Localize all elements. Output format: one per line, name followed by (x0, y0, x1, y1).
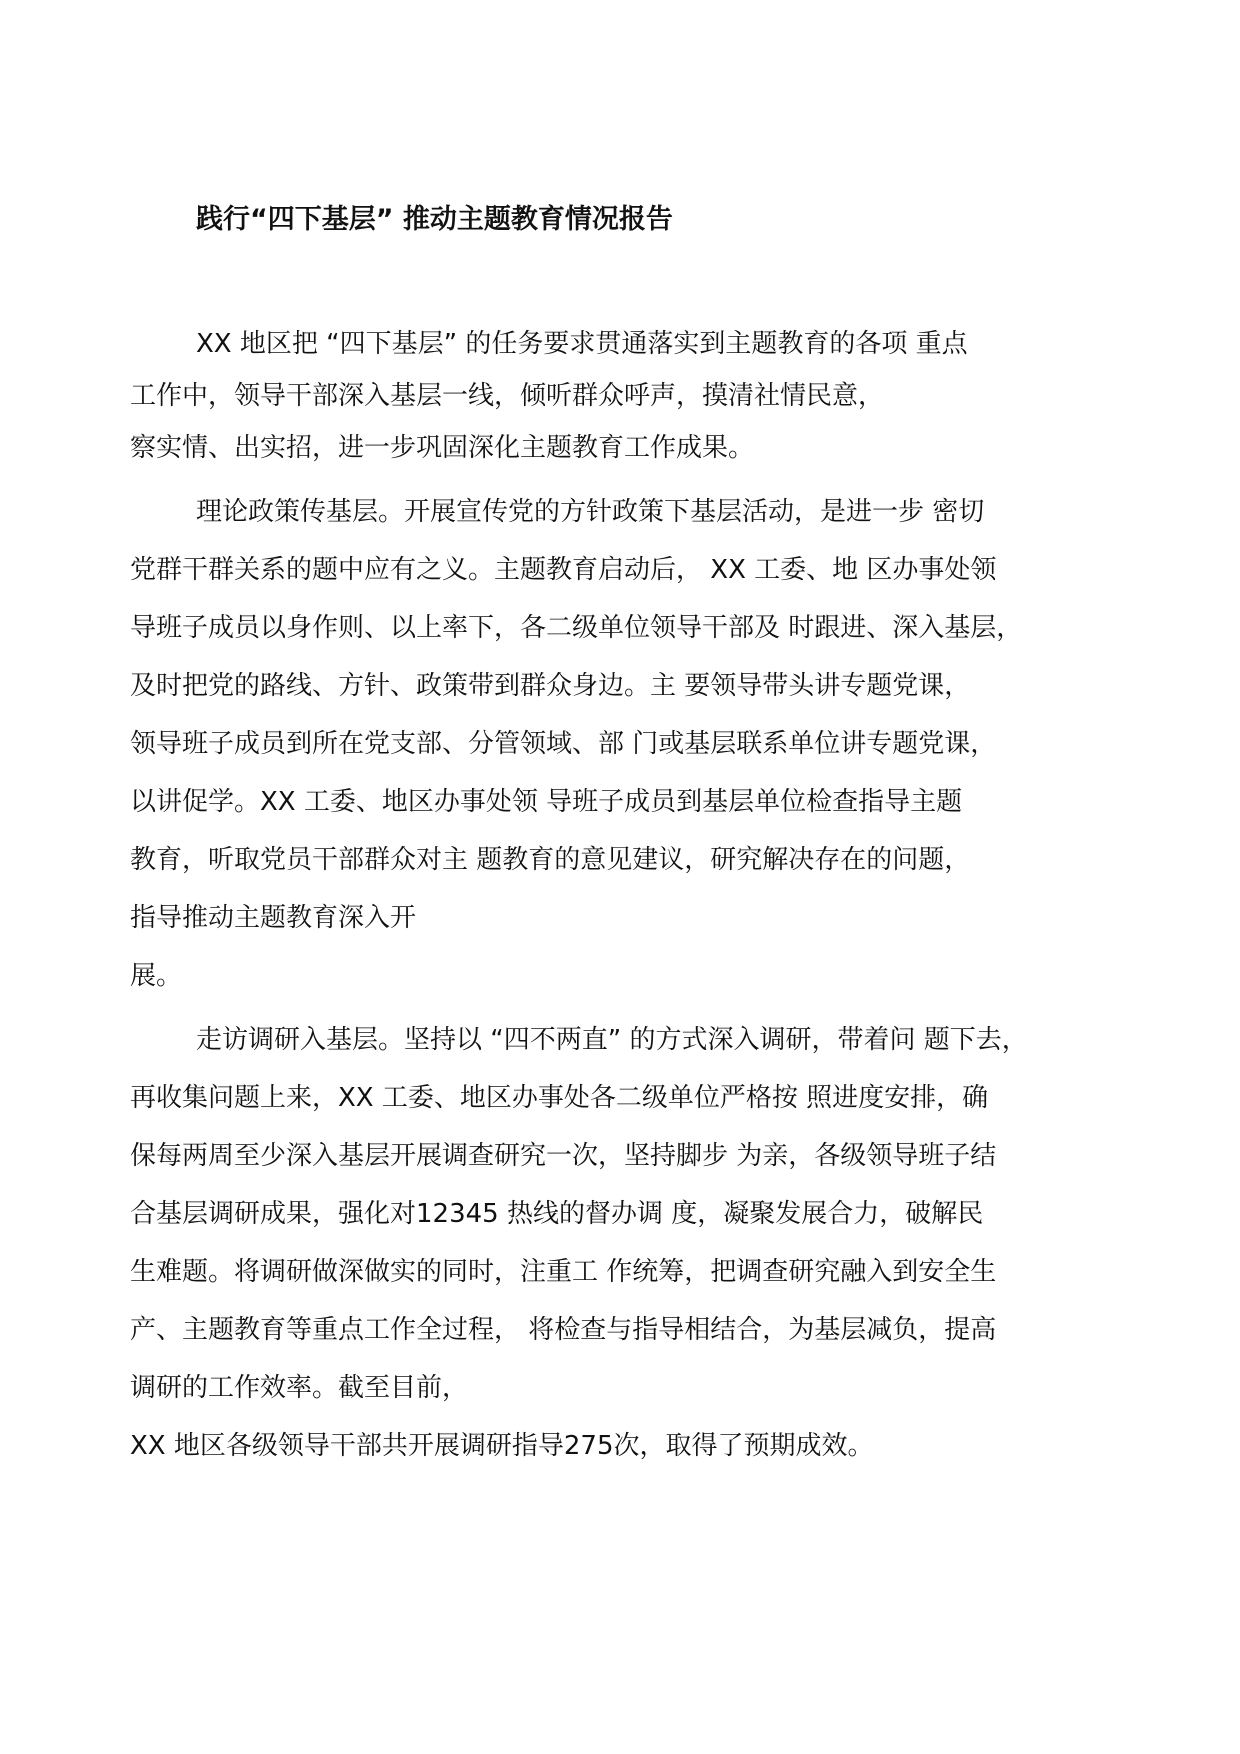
text-line: 理论政策传基层。开展宣传党的方针政策下基层活动，是进一步 密切 (196, 497, 985, 527)
text-line: 察实情、出实招，进一步巩固深化主题教育工作成果。 (130, 433, 755, 463)
text-line: 指导推动主题教育深入开 (130, 903, 417, 933)
text-line: 生难题。将调研做深做实的同时，注重工 作统筹，把调查研究融入到安全生 (130, 1257, 997, 1287)
document-title: 践行“四下基层” 推动主题教育情况报告 (196, 204, 673, 235)
text-line: XX 地区各级领导干部共开展调研指导275次，取得了预期成效。 (130, 1431, 874, 1461)
text-line: 走访调研入基层。坚持以 “四不两直” 的方式深入调研，带着问 题下去， (196, 1025, 1028, 1055)
text-line: 调研的工作效率。截至目前， (130, 1373, 469, 1403)
text-line: 展。 (130, 961, 183, 991)
text-line: 产、主题教育等重点工作全过程， 将检查与指导相结合，为基层减负，提高 (130, 1315, 997, 1345)
text-line: 导班子成员以身作则、以上率下，各二级单位领导干部及 时跟进、深入基层， (130, 613, 1023, 643)
text-line: 教育，听取党员干部群众对主 题教育的意见建议，研究解决存在的问题， (130, 845, 971, 875)
text-line: 保每两周至少深入基层开展调查研究一次，坚持脚步 为亲，各级领导班子结 (130, 1141, 997, 1171)
text-line: 以讲促学。XX 工委、地区办事处领 导班子成员到基层单位检查指导主题 (130, 787, 963, 817)
text-line: XX 地区把 “四下基层” 的任务要求贯通落实到主题教育的各项 重点 (196, 329, 968, 359)
text-line: 党群干群关系的题中应有之义。主题教育启动后， XX 工委、地 区办事处领 (130, 555, 997, 585)
text-line: 及时把党的路线、方针、政策带到群众身边。主 要领导带头讲专题党课， (130, 671, 971, 701)
text-line: 领导班子成员到所在党支部、分管领域、部 门或基层联系单位讲专题党课， (130, 729, 997, 759)
text-line: 再收集问题上来，XX 工委、地区办事处各二级单位严格按 照进度安排，确 (130, 1083, 989, 1113)
text-line: 工作中，领导干部深入基层一线，倾听群众呼声，摸清社情民意， (130, 381, 885, 411)
text-line: 合基层调研成果，强化对12345 热线的督办调 度，凝聚发展合力，破解民 (130, 1199, 984, 1229)
